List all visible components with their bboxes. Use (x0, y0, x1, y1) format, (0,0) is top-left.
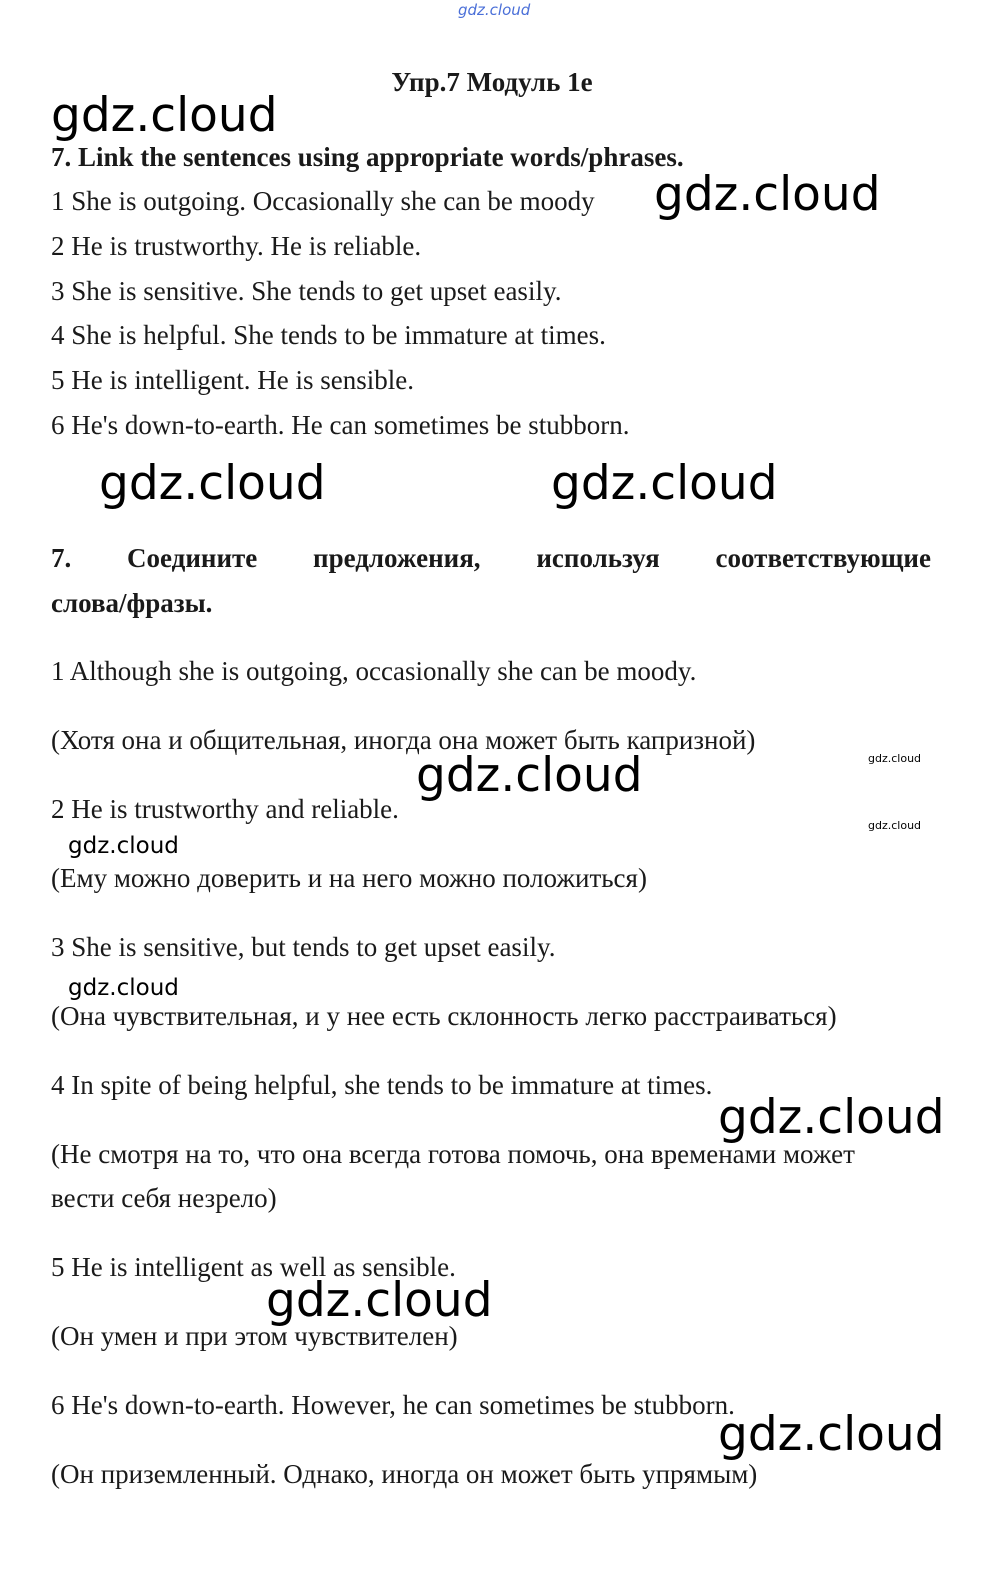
answer-3-ru: (Она чувствительная, и у нее есть склонность легко расстраиваться) (51, 1001, 837, 1031)
watermark: gdz.cloud (68, 975, 179, 1001)
task-heading-ru-word: соответствующие (715, 543, 931, 573)
answer-1-ru: (Хотя она и общительная, иногда она может быть капризной) (51, 725, 756, 755)
watermark: gdz.cloud (868, 819, 922, 832)
watermark: gdz.cloud (718, 1407, 945, 1462)
answer-2-en: 2 He is trustworthy and reliable. (51, 794, 399, 824)
answer-2-ru: (Ему можно доверить и на него можно положиться) (51, 863, 647, 893)
task-heading-en: 7. Link the sentences using appropriate words/phrases. (51, 142, 684, 172)
answer-6-ru: (Он приземленный. Однако, иногда он может быть упрямым) (51, 1459, 758, 1489)
watermark: gdz.cloud (416, 748, 643, 803)
answer-4-ru-line1: (Не смотря на то, что она всегда готова помочь, она временами может (51, 1139, 855, 1169)
answer-3-en: 3 She is sensitive, but tends to get upset easily. (51, 932, 556, 962)
task-sentence-4: 4 She is helpful. She tends to be immature at times. (51, 320, 606, 350)
watermark: gdz.cloud (68, 833, 179, 859)
watermark: gdz.cloud (654, 167, 881, 222)
watermark: gdz.cloud (868, 752, 922, 765)
task-heading-ru-word: 7. (51, 543, 72, 573)
task-heading-ru-word: предложения, (313, 543, 481, 573)
task-heading-ru-word: Соедините (127, 543, 258, 573)
page-title: Упр.7 Модуль 1е (391, 67, 593, 97)
task-sentence-6: 6 He's down-to-earth. He can sometimes be stubborn. (51, 410, 630, 440)
watermark: gdz.cloud (99, 456, 326, 511)
task-heading-ru-word: используя (536, 543, 660, 573)
answer-1-en: 1 Although she is outgoing, occasionally she can be moody. (51, 656, 697, 686)
task-heading-ru-line2: слова/фразы. (51, 588, 213, 618)
answer-6-en: 6 He's down-to-earth. However, he can sometimes be stubborn. (51, 1390, 735, 1420)
watermark: gdz.cloud (51, 88, 278, 143)
answer-5-ru: (Он умен и при этом чувствителен) (51, 1321, 458, 1351)
task-heading-ru (51, 541, 931, 575)
watermark-top: gdz.cloud (458, 1, 531, 19)
watermark: gdz.cloud (266, 1273, 493, 1328)
watermark: gdz.cloud (551, 456, 778, 511)
answer-4-ru-line2: вести себя незрело) (51, 1183, 277, 1213)
watermark: gdz.cloud (718, 1090, 945, 1145)
task-sentence-3: 3 She is sensitive. She tends to get upset easily. (51, 276, 562, 306)
answer-5-en: 5 He is intelligent as well as sensible. (51, 1252, 456, 1282)
task-sentence-5: 5 He is intelligent. He is sensible. (51, 365, 414, 395)
task-sentence-1: 1 She is outgoing. Occasionally she can be moody (51, 186, 595, 216)
answer-4-en: 4 In spite of being helpful, she tends to be immature at times. (51, 1070, 713, 1100)
task-sentence-2: 2 He is trustworthy. He is reliable. (51, 231, 422, 261)
